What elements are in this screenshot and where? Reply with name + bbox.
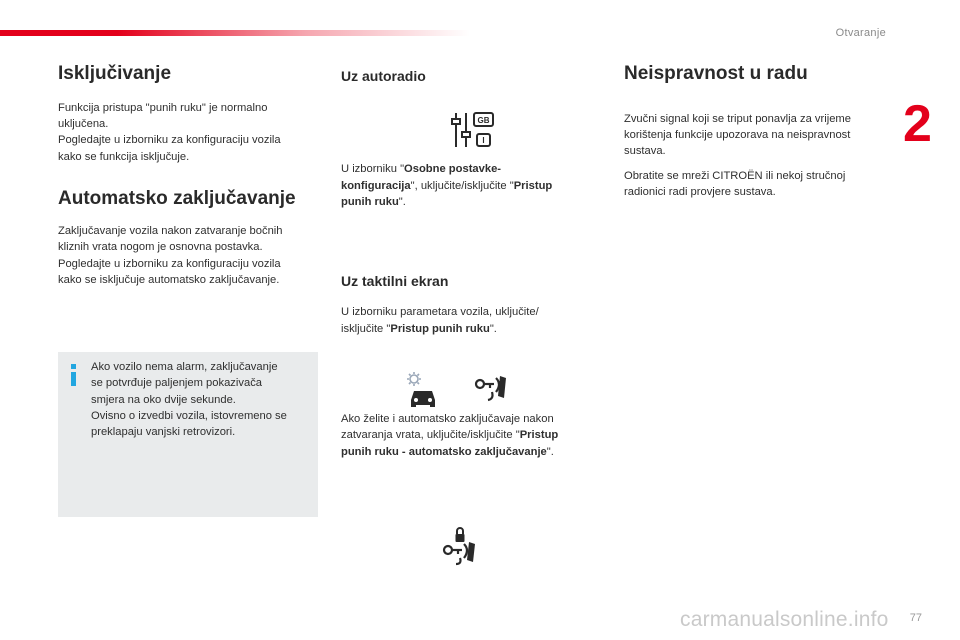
hands-free-auto-lock-icon [440, 526, 480, 566]
language-i-label: I [482, 136, 485, 145]
info-icon [70, 364, 78, 386]
heading-neispravnost: Neispravnost u radu [624, 63, 808, 84]
paragraph-automatsko: Ako želite i automatsko zaključavaje nakon zatvaranja vrata, uključite/isključite "Pristup punih ruku - automatsko zaključavanje". [341, 413, 559, 458]
settings-sliders-icon [448, 110, 496, 150]
header-accent-bar [0, 30, 470, 36]
heading-automatsko-zakljucavanje: Automatsko zaključavanje [58, 188, 296, 210]
paragraph-taktilni-ekran: U izborniku parametara vozila, uključite/ isključite "Pristup punih ruku". [341, 306, 539, 335]
heading-iskljucivanje: Isključivanje [58, 63, 172, 84]
column-right [624, 62, 884, 200]
paragraph-neispravnost-2: Obratite se mreži CITROËN ili nekoj stručnoj radionici radi provjere sustava. [624, 169, 846, 199]
watermark: carmanualsonline.info [680, 608, 889, 631]
paragraph-autoradio: U izborniku "Osobne postavke- konfiguracija", uklјučite/isključite "Pristup punih ruku". [341, 163, 553, 208]
hands-free-access-icon [472, 372, 512, 404]
paragraph-automatsko-zakljucavanje: Zaključavanje vozila nakon zatvaranje bočnih kliznih vrata nogom je osnovna postavka. Pogledajte u izborniku za konfiguraciju vozila kako se isključuje automatsko zaključavanje. [58, 224, 283, 286]
heading-uz-autoradio: Uz autoradio [341, 68, 426, 84]
language-gb-label: GB [477, 116, 490, 125]
paragraph-neispravnost-1: Zvučni signal koji se triput ponavlja za vrijeme korištenja funkcije upozorava na neispravnost sustava. [624, 112, 851, 158]
paragraph-iskljucivanje: Funkcija pristupa "punih ruku" je normalno uključena. Pogledajte u izborniku za konfiguraciju vozila kako se funkcija isključuje. [58, 101, 281, 163]
info-text: Ako vozilo nema alarm, zaključavanje se potvrđuje paljenjem pokazivača smjera na oko dvije sekunde. Ovisno o izvedbi vozila, istovremeno se preklapaju vanjski retrovizori. [91, 361, 287, 439]
column-left [58, 62, 320, 288]
info-box [58, 352, 318, 517]
heading-uz-taktilni-ekran: Uz taktilni ekran [341, 273, 449, 290]
chapter-number: 2 [903, 95, 932, 153]
page-number: 77 [909, 612, 922, 624]
vehicle-settings-icon [405, 370, 441, 408]
section-title: Otvaranje [835, 27, 886, 39]
